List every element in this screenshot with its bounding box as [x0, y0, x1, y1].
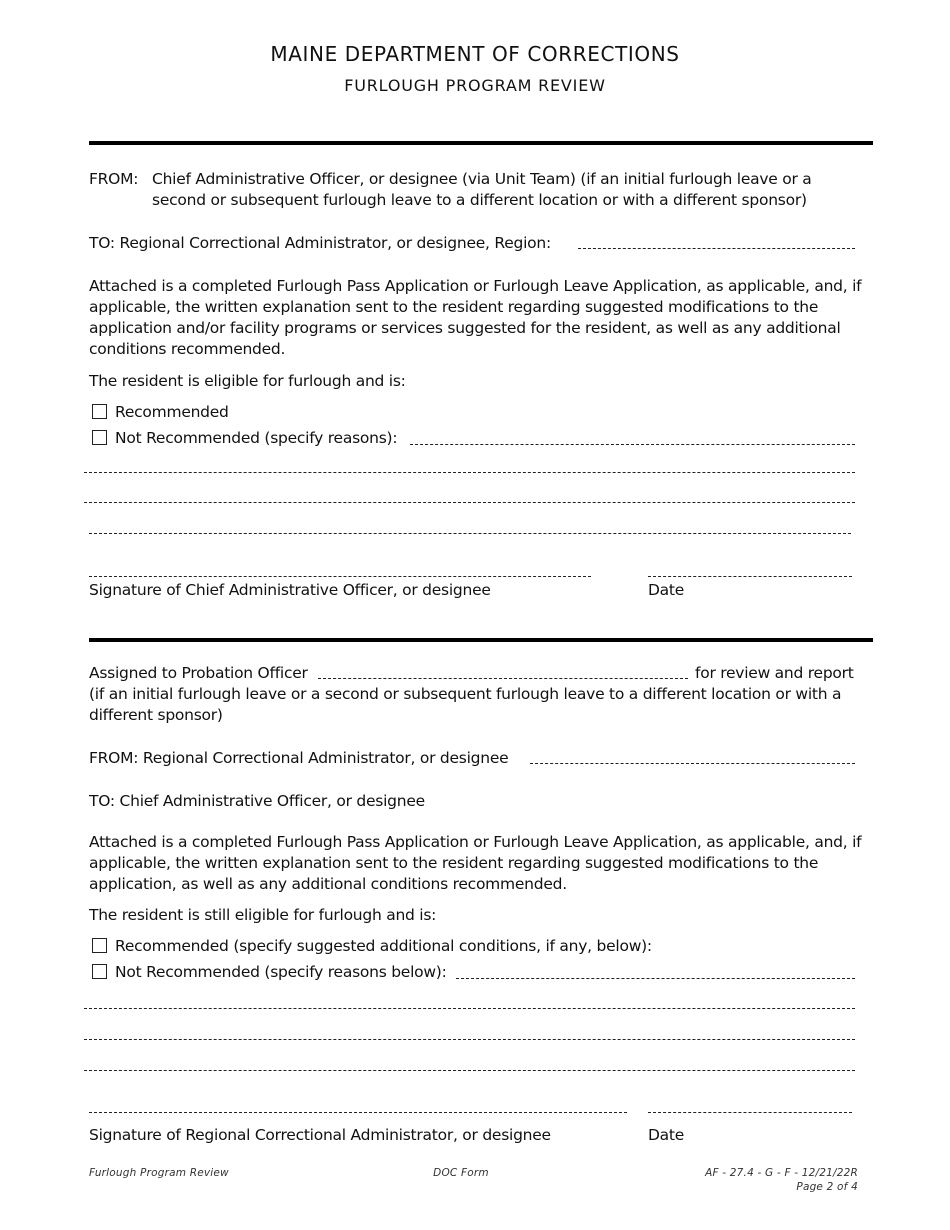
- reasons-line-2[interactable]: [84, 1070, 855, 1071]
- footer-page-number: Page 2 of 4: [796, 1181, 858, 1193]
- recommended-checkbox[interactable]: [92, 404, 107, 419]
- assigned-text-line-2: (if an initial furlough leave or a second or subsequent furlough leave to a different location or with a: [89, 685, 842, 703]
- signature-line-2[interactable]: [89, 1112, 627, 1113]
- from-label: FROM:: [89, 170, 139, 188]
- date-line-2[interactable]: [648, 1112, 852, 1113]
- from-text-line-1: Chief Administrative Officer, or designee (via Unit Team) (if an initial furlough leave or a: [152, 170, 812, 188]
- not-recommended-label: Not Recommended (specify reasons):: [115, 429, 398, 447]
- assigned-text-line-3: different sponsor): [89, 706, 223, 724]
- signature-label-2: Signature of Regional Correctional Administrator, or designee: [89, 1126, 551, 1144]
- reasons-line[interactable]: [84, 502, 855, 503]
- region-field[interactable]: [578, 248, 855, 249]
- assigned-prefix: Assigned to Probation Officer: [89, 664, 308, 682]
- probation-officer-field[interactable]: [318, 678, 688, 679]
- not-recommended-checkbox-2[interactable]: [92, 964, 107, 979]
- footer-form-name: Furlough Program Review: [89, 1167, 229, 1179]
- reasons-line-2[interactable]: [84, 1039, 855, 1040]
- assigned-suffix: for review and report: [695, 664, 854, 682]
- recommended-label: Recommended: [115, 403, 229, 421]
- footer-form-code: AF - 27.4 - G - F - 12/21/22R: [705, 1167, 858, 1179]
- reasons-field-2[interactable]: [456, 978, 855, 979]
- reasons-line[interactable]: [89, 533, 851, 534]
- from-text-line-2: second or subsequent furlough leave to a different location or with a different sponsor): [152, 191, 807, 209]
- not-recommended-label-2: Not Recommended (specify reasons below):: [115, 963, 447, 981]
- eligible-text: The resident is eligible for furlough and is:: [89, 372, 406, 390]
- section-divider: [89, 638, 873, 642]
- to-label: TO: Regional Correctional Administrator, or designee, Region:: [89, 234, 551, 252]
- page-subtitle: FURLOUGH PROGRAM REVIEW: [344, 76, 606, 95]
- recommended-label-2: Recommended (specify suggested additional conditions, if any, below):: [115, 937, 652, 955]
- date-label: Date: [648, 581, 685, 599]
- date-label-2: Date: [648, 1126, 685, 1144]
- from-label-2: FROM: Regional Correctional Administrator, or designee: [89, 749, 509, 767]
- attached-paragraph-2: Attached is a completed Furlough Pass Application or Furlough Leave Application, as applicable, and, if applicable, the written explanation sent to the resident regarding suggested modifications to the application, as well as any additional conditions recommended.: [89, 833, 862, 893]
- eligible-text-2: The resident is still eligible for furlough and is:: [89, 906, 437, 924]
- date-line[interactable]: [648, 576, 852, 577]
- section-divider: [89, 141, 873, 145]
- attached-paragraph: Attached is a completed Furlough Pass Application or Furlough Leave Application, as applicable, and, if applicable, the written explanation sent to the resident regarding suggested modifications to the application and/or facility programs or services suggested for the resident, as well as any additional conditions recommended.: [89, 277, 862, 358]
- recommended-checkbox-2[interactable]: [92, 938, 107, 953]
- to-label-2: TO: Chief Administrative Officer, or designee: [89, 792, 425, 810]
- not-recommended-checkbox[interactable]: [92, 430, 107, 445]
- reasons-field[interactable]: [410, 444, 855, 445]
- signature-label: Signature of Chief Administrative Officer, or designee: [89, 581, 491, 599]
- reasons-line-2[interactable]: [84, 1008, 855, 1009]
- footer-doc-form: DOC Form: [433, 1167, 489, 1179]
- signature-line[interactable]: [89, 576, 591, 577]
- page-title: MAINE DEPARTMENT OF CORRECTIONS: [270, 42, 680, 66]
- from-field[interactable]: [530, 763, 855, 764]
- reasons-line[interactable]: [84, 472, 855, 473]
